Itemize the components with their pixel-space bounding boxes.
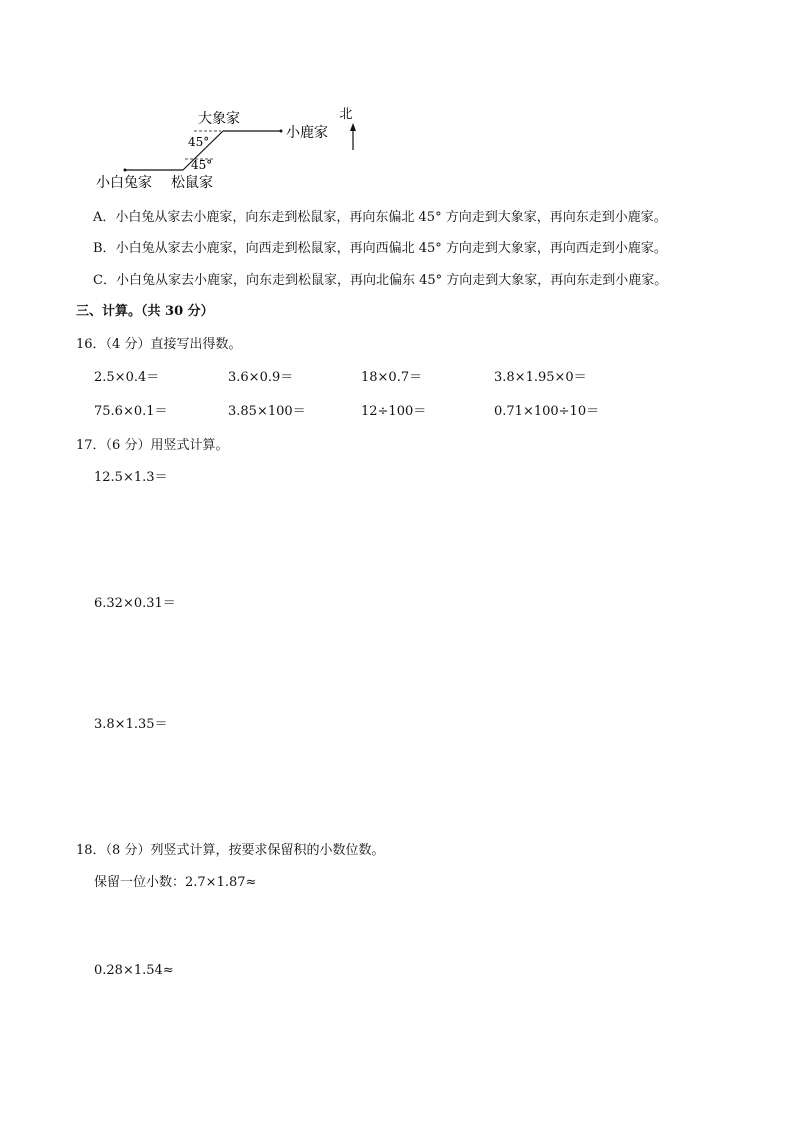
q17-item-3: 3.8×1.35＝ [94, 717, 168, 732]
north-arrow-head [350, 123, 356, 131]
q16-title: 16．（4 分）直接写出得数。 [76, 337, 242, 352]
option-a-text: 小白兔从家去小鹿家，向东走到松鼠家，再向东偏北 45° 方向走到大象家，再向东走到小鹿家。 [115, 210, 667, 225]
q16-r1-c2: 3.6×0.9＝ [228, 370, 294, 385]
option-c [93, 269, 667, 288]
angle-label-top: 45° [188, 135, 210, 149]
rabbit-label: 小白兔家 [96, 175, 152, 191]
q17-title: 17．（6 分）用竖式计算。 [76, 438, 229, 453]
q18-title: 18．（8 分）列竖式计算，按要求保留积的小数位数。 [76, 843, 385, 858]
q17-item-2: 6.32×0.31＝ [94, 596, 176, 611]
option-b [93, 237, 667, 256]
rabbit-dot [124, 169, 127, 172]
q16-r2-c2: 3.85×100＝ [228, 404, 306, 419]
option-c-text: 小白兔从家去小鹿家，向东走到松鼠家，再向北偏东 45° 方向走到大象家，再向东走到小鹿家。 [115, 273, 668, 288]
q16-r1-c4: 3.8×1.95×0＝ [494, 370, 587, 385]
q16-r2-c3: 12÷100＝ [361, 404, 427, 419]
option-b-letter: B． [93, 241, 116, 256]
q18-item-1: 保留一位小数：2.7×1.87≈ [94, 875, 257, 890]
north-label: 北 [339, 107, 353, 122]
squirrel-label: 松鼠家 [171, 175, 213, 191]
option-a [93, 206, 667, 225]
option-c-letter: C． [93, 273, 116, 288]
q17-item-1: 12.5×1.3＝ [94, 470, 168, 485]
section-heading: 三、计算。（共 30 分） [76, 304, 214, 319]
elephant-label: 大象家 [198, 111, 240, 127]
q16-r2-c4: 0.71×100÷10＝ [494, 404, 600, 419]
q18-item-2: 0.28×1.54≈ [94, 963, 174, 978]
q16-r2-c1: 75.6×0.1＝ [94, 404, 168, 419]
deer-label: 小鹿家 [286, 125, 328, 141]
option-b-text: 小白兔从家去小鹿家，向西走到松鼠家，再向西偏北 45° 方向走到大象家，再向西走到小鹿家。 [115, 241, 667, 256]
option-a-letter: A． [93, 210, 116, 225]
q16-r1-c1: 2.5×0.4＝ [94, 370, 160, 385]
direction-diagram [88, 98, 378, 198]
deer-dot [280, 130, 283, 133]
q16-r1-c3: 18×0.7＝ [361, 370, 423, 385]
angle-label-bottom: 45° [191, 158, 213, 172]
